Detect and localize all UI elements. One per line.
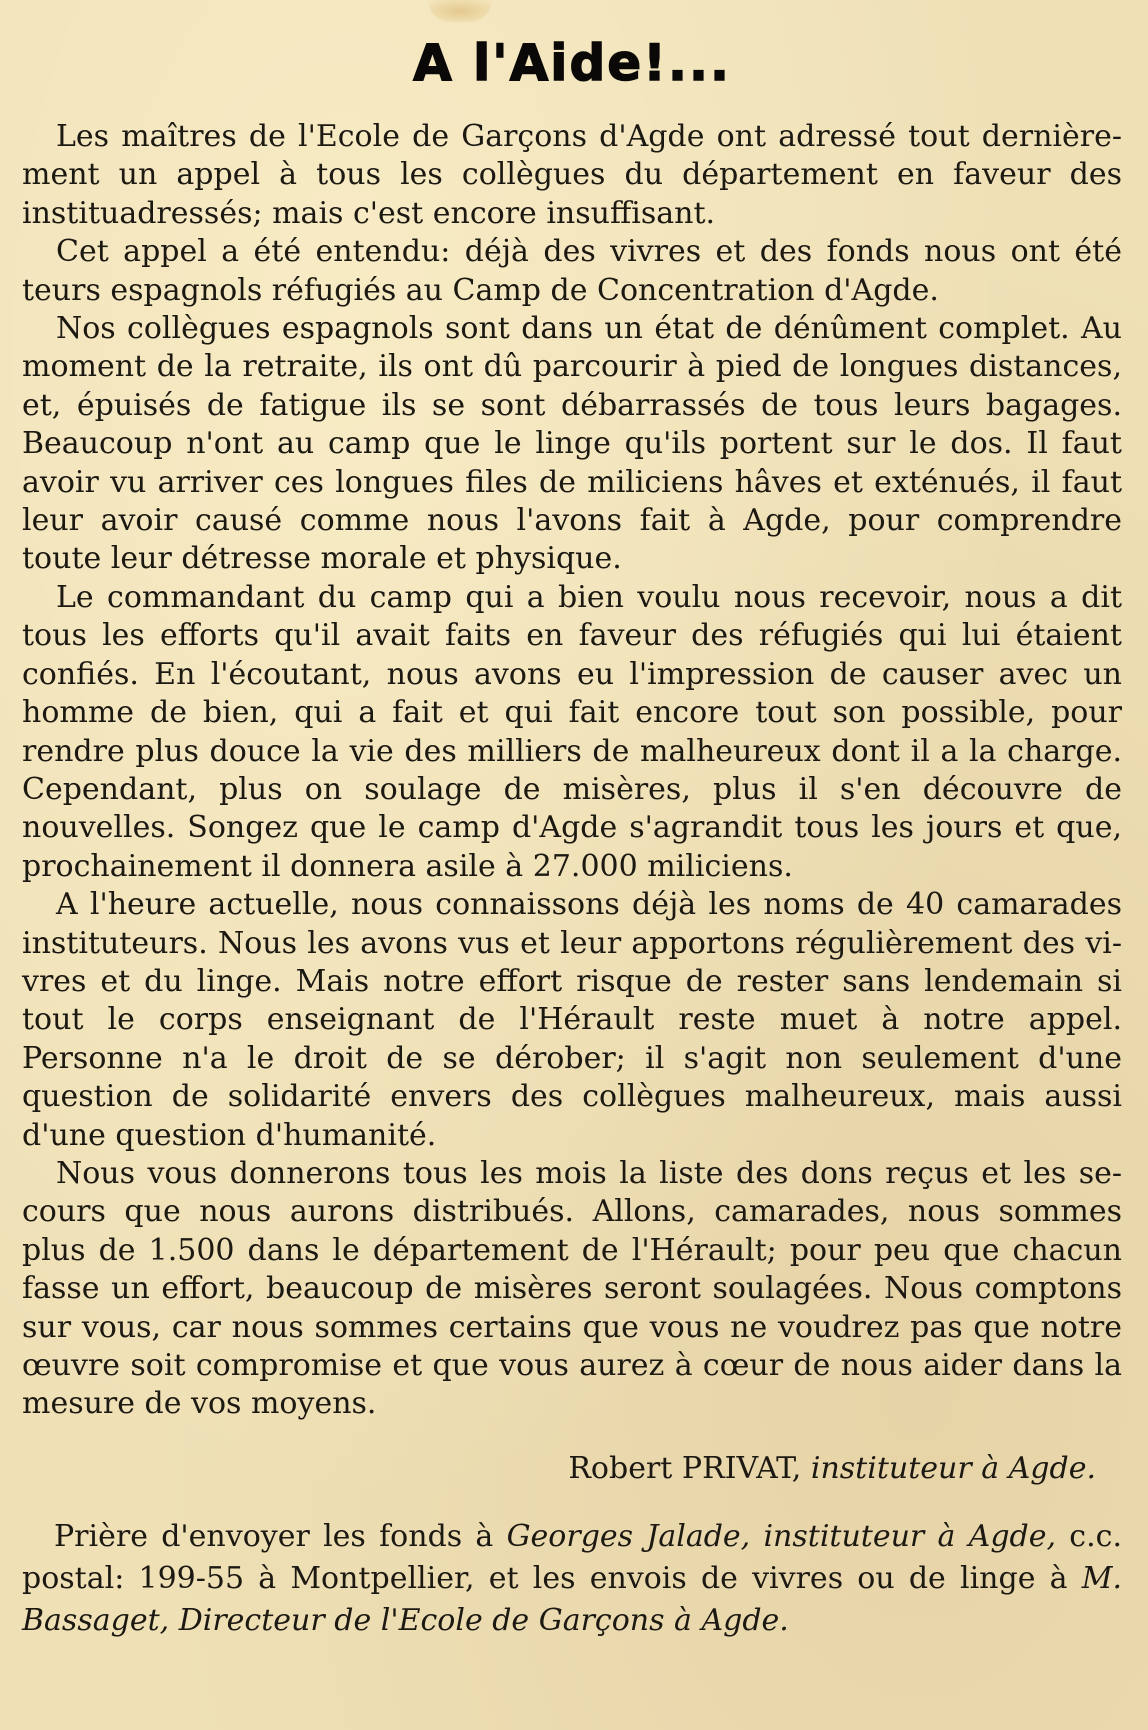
paragraph-5: A l'heure actuelle, nous connaissons déjà les noms de 40 camarades instituteurs. Nous les avons vus et leur apportons régulièrement des vivres et du linge. Mais notre effort risque de rester sans lendemain si tout le corps enseignant de l'Hérault reste muet à notre appel. Personne n'a le droit de se dérober; il s'agit non seulement d'une question de solidarité envers des collègues malheureux, mais aussi d'une question d'humanité.	[22, 887, 1122, 1153]
page-title: A l'Aide!...	[413, 34, 731, 92]
paragraph-1: Les maîtres de l'Ecole de Garçons d'Agde ont adressé tout dernièrement un appel à tous les collègues du département en faveur des instituadressés; mais c'est encore insuffisant.	[22, 119, 1122, 231]
footer-note	[22, 1516, 1122, 1642]
paragraph-3: Nos collègues espagnols sont dans un état de dénûment complet. Au moment de la retraite, ils ont dû parcourir à pied de longues distances, et, épuisés de fatigue ils se sont débarrassés de tous leurs bagages. Beaucoup n'ont au camp que le linge qu'ils portent sur le dos. Il faut avoir vu arriver ces longues files de miliciens hâves et exténués, il faut leur avoir causé comme nous l'avons fait à Agde, pour comprendre toute leur détresse morale et physique.	[22, 311, 1122, 577]
article-body	[22, 118, 1122, 1424]
footer-emph-2: M. Bassaget, Directeur de l'Ecole de Garçons à Agde.	[22, 1560, 1122, 1638]
signature-role: instituteur à Agde.	[810, 1450, 1096, 1486]
signature	[22, 1450, 1096, 1488]
footer-emph-1: Georges Jalade, instituteur à Agde,	[506, 1518, 1057, 1554]
footer-text-1: Prière d'envoyer les fonds à	[54, 1518, 507, 1554]
paper-stain	[428, 0, 492, 22]
paragraph-4: Le commandant du camp qui a bien voulu nous recevoir, nous a dit tous les efforts qu'il avait faits en faveur des réfugiés qui lui étaient confiés. En l'écoutant, nous avons eu l'impression de causer avec un homme de bien, qui a fait et qui fait encore tout son possible, pour rendre plus douce la vie des milliers de malheureux dont il a la charge. Cependant, plus on soulage de misères, plus il s'en découvre de nouvelles. Songez que le camp d'Agde s'agrandit tous les jours et que, prochainement il donnera asile à 27.000 miliciens.	[22, 579, 1122, 884]
paragraph-6: Nous vous donnerons tous les mois la liste des dons reçus et les secours que nous aurons distribués. Allons, camarades, nous sommes plus de 1.500 dans le département de l'Hérault; pour peu que chacun fasse un effort, beaucoup de misères seront soulagées. Nous comptons sur vous, car nous sommes certains que vous ne voudrez pas que notre œuvre soit compromise et que vous aurez à cœur de nous aider dans la mesure de vos moyens.	[22, 1155, 1122, 1422]
footer-text-2: c.c. postal: 199-55 à Montpellier, et les envois de vivres ou de linge à	[22, 1518, 1122, 1596]
signature-name: Robert PRIVAT,	[568, 1450, 802, 1486]
paragraph-2: Cet appel a été entendu: déjà des vivres et des fonds nous ont été teurs espagnols réfugiés au Camp de Concentration d'Agde.	[22, 234, 1122, 308]
